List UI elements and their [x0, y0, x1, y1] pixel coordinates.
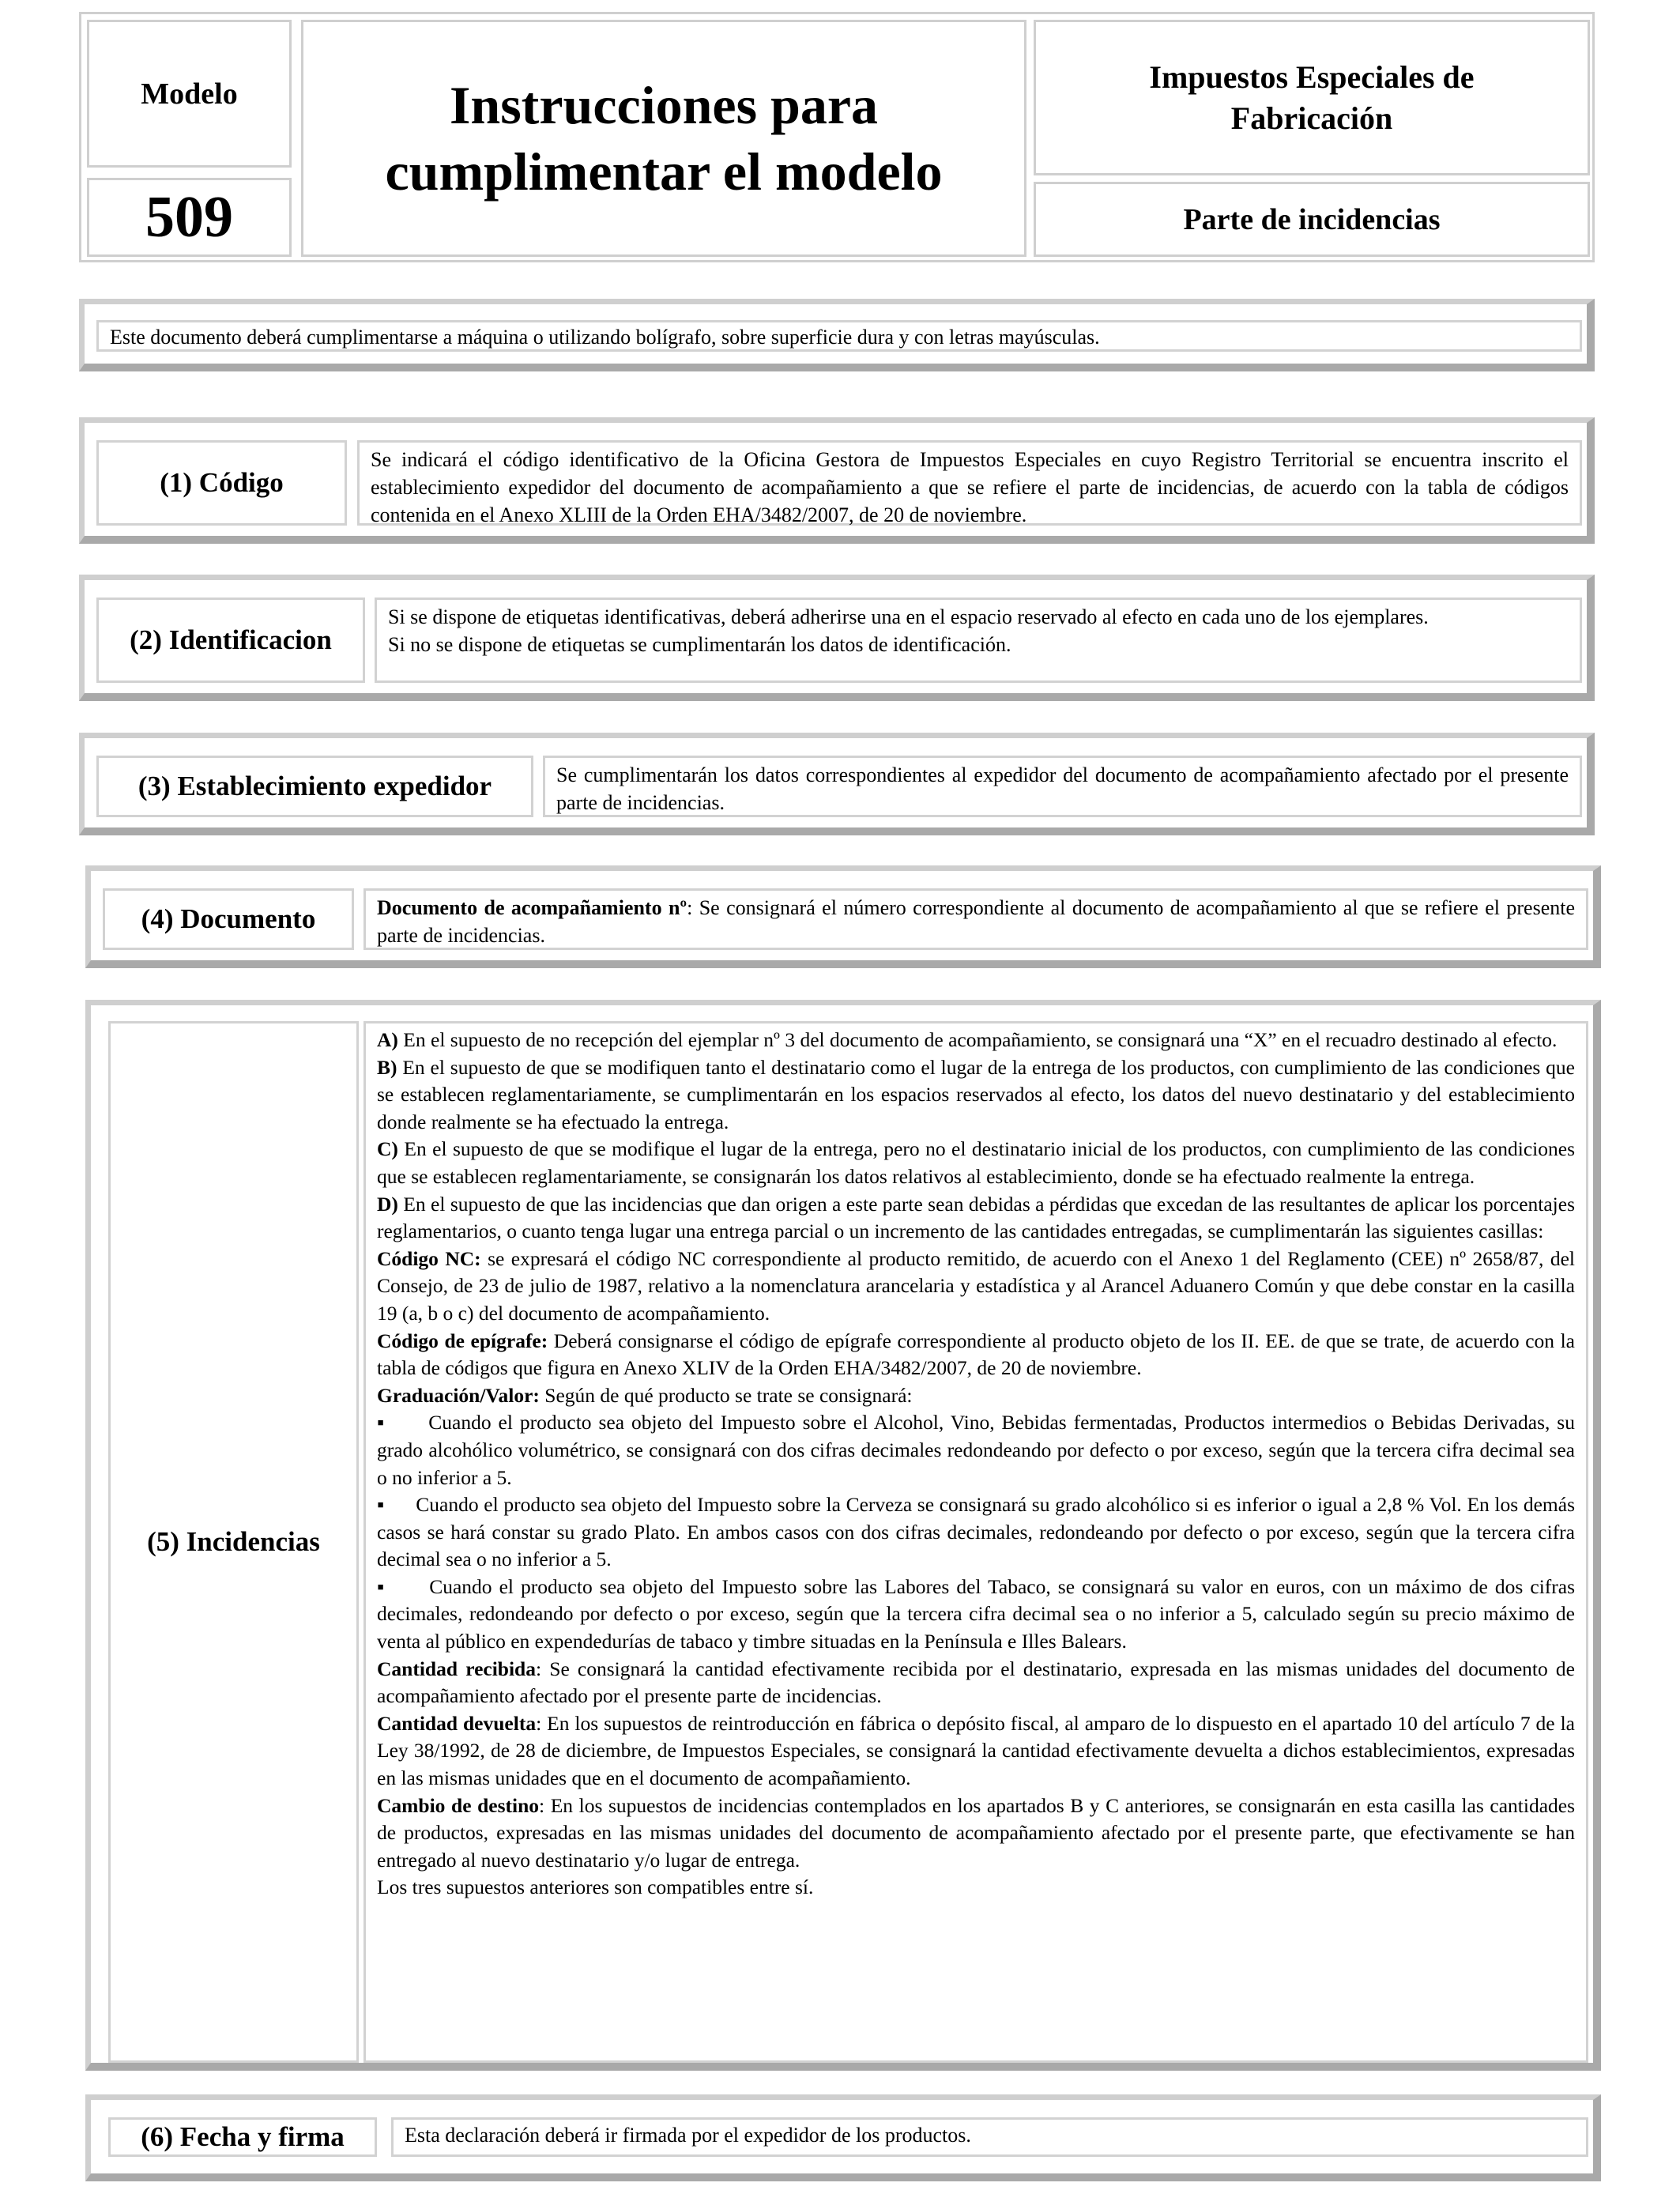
modelo-label-cell [87, 20, 292, 168]
tax-line-1: Impuestos Especiales de [1149, 58, 1475, 95]
codigo-nc [377, 1246, 1575, 1328]
cantidad-recibida-key: Cantidad recibida [377, 1657, 536, 1680]
establecimiento-text [543, 756, 1582, 817]
intro-text: Este documento deberá cumplimentarse a máquina o utilizando bolígrafo, sobre superficie dura y con letras mayúsculas. [96, 320, 1582, 352]
graduacion-text: Según de qué producto se trate se consignará: [539, 1383, 913, 1407]
codigo-nc-key: Código NC: [377, 1246, 481, 1270]
incidencias-final-note: Los tres supuestos anteriores son compatibles entre sí. [377, 1875, 814, 1899]
bullet-icon: ▪ [377, 1411, 386, 1434]
incidencia-a-text: En el supuesto de no recepción del ejemplar nº 3 del documento de acompañamiento, se consignará una “X” en el recuadro destinado al efecto. [397, 1028, 1558, 1051]
form-header [79, 12, 1595, 262]
section-fecha-firma [85, 2094, 1601, 2181]
page-title [385, 72, 942, 205]
identificacion-paragraph-2: Si no se dispone de etiquetas se cumplimentarán los datos de identificación. [388, 633, 1011, 656]
intro-box [79, 299, 1595, 371]
documento-paragraph: : Se consignará el número correspondiente al documento de acompañamiento al que se refiere el presente parte de incidencias. [377, 896, 1575, 947]
title-cell [301, 20, 1026, 257]
establecimiento-paragraph: Se cumplimentarán los datos correspondientes al expedidor del documento de acompañamiento afectado por el presente parte de incidencias. [556, 763, 1569, 814]
cantidad-devuelta-text: : En los supuestos de reintroducción en fábrica o depósito fiscal, al amparo de lo dispuesto en el apartado 10 del artículo 7 de la Ley 38/1992, de 28 de diciembre, de Impuestos Especiales, se consignará la cantidad efectivamente devuelta a dichos establecimientos, expresadas en las mismas unidades que en el documento de acompañamiento. [377, 1711, 1575, 1790]
section-identificacion [79, 575, 1595, 701]
cantidad-recibida-text: : Se consignará la cantidad efectivamente recibida por el destinatario, expresada en las mismas unidades del documento de acompañamiento afectado por el presente parte de incidencias. [377, 1657, 1575, 1708]
fecha-paragraph: Esta declaración deberá ir firmada por el expedidor de los productos. [405, 2124, 971, 2147]
codigo-epigrafe [377, 1328, 1575, 1382]
documento-text [363, 888, 1588, 950]
fecha-label: (6) Fecha y firma [108, 2117, 377, 2157]
incidencia-c [377, 1136, 1575, 1190]
title-line-2: cumplimentar el modelo [385, 141, 943, 202]
documento-bold: Documento de acompañamiento nº [377, 896, 687, 919]
incidencia-d [377, 1191, 1575, 1246]
identificacion-text [375, 598, 1582, 683]
title-line-1: Instrucciones para [449, 75, 879, 135]
cantidad-recibida [377, 1656, 1575, 1710]
identificacion-label: (2) Identificacion [96, 598, 365, 683]
bullet-alcohol-text: Cuando el producto sea objeto del Impuesto sobre el Alcohol, Vino, Bebidas fermentadas, Productos intermedios o Bebidas Derivadas, su grado alcohólico volumétrico, se consignará con dos cifras decimales redondeando por defecto o por exceso, según que la tercera cifra decimal sea o no inferior a 5. [377, 1411, 1575, 1489]
fecha-text [391, 2117, 1588, 2157]
cantidad-devuelta-key: Cantidad devuelta [377, 1711, 537, 1735]
incidencia-b-text: En el supuesto de que se modifiquen tanto el destinatario como el lugar de la entrega de los productos, con cumplimiento de las condiciones que se establecen reglamentariamente, se cumplimentarán en los espacios reservados al efecto, los datos del nuevo destinatario y del establecimiento donde realmente se ha efectuado la entrega. [377, 1055, 1575, 1133]
subtitle: Parte de incidencias [1183, 202, 1441, 236]
cambio-destino-key: Cambio de destino [377, 1793, 540, 1817]
bullet-tabaco-text: Cuando el producto sea objeto del Impuesto sobre las Labores del Tabaco, se consignará su valor en euros, con un máximo de dos cifras decimales, redondeando por defecto o por exceso, según que la tercera cifra decimal sea o no inferior a 5, calculado según su precio máximo de venta al público en expendedurías de tabaco y timbre situadas en la Península e Illes Balears. [377, 1574, 1576, 1653]
section-incidencias [85, 1000, 1601, 2071]
codigo-label: (1) Código [96, 440, 347, 526]
codigo-epigrafe-text: Deberá consignarse el código de epígrafe correspondiente al producto objeto de los II. EE. de que se trate, de acuerdo con la tabla de códigos que figura en Anexo XLIV de la Orden EHA/3482/2007, de 20 de noviembre. [377, 1329, 1575, 1380]
documento-label: (4) Documento [103, 888, 354, 950]
modelo-number: 509 [145, 184, 233, 250]
incidencia-b-key: B) [377, 1055, 397, 1079]
cambio-destino [377, 1793, 1575, 1875]
incidencias-text [363, 1021, 1588, 2063]
cantidad-devuelta [377, 1710, 1575, 1793]
modelo-number-cell [87, 178, 292, 257]
modelo-label: Modelo [141, 77, 238, 111]
graduacion-valor [377, 1382, 1575, 1410]
codigo-text [357, 440, 1582, 526]
tax-line-2: Fabricación [1230, 100, 1393, 136]
section-establecimiento [79, 733, 1595, 835]
incidencia-b [377, 1054, 1575, 1137]
graduacion-key: Graduación/Valor: [377, 1383, 540, 1407]
incidencia-c-key: C) [377, 1137, 398, 1161]
establecimiento-label: (3) Establecimiento expedidor [96, 756, 533, 817]
bullet-cerveza-text: Cuando el producto sea objeto del Impuesto sobre la Cerveza se consignará su grado alcohólico si es inferior o igual a 2,8 % Vol. En los demás casos se hará constar su grado Plato. En ambos casos con dos cifras decimales, redondeando por defecto o por exceso, según que la tercera cifra decimal sea o no inferior a 5. [377, 1493, 1575, 1571]
incidencia-d-text: En el supuesto de que las incidencias que dan origen a este parte sean debidas a pérdidas que excedan de las resultantes de aplicar los porcentajes reglamentarios, o cuanto tenga lugar una entrega parcial o un incremento de las cantidades entregadas, se cumplimentarán las siguientes casillas: [377, 1192, 1575, 1243]
codigo-epigrafe-key: Código de epígrafe: [377, 1329, 548, 1352]
incidencia-d-key: D) [377, 1192, 398, 1216]
bullet-icon: ▪ [377, 1493, 385, 1517]
section-codigo [79, 417, 1595, 544]
identificacion-paragraph-1: Si se dispone de etiquetas identificativas, deberá adherirse una en el espacio reservado al efecto en cada uno de los ejemplares. [388, 605, 1429, 628]
incidencia-a-key: A) [377, 1028, 398, 1051]
bullet-item-cerveza [377, 1491, 1575, 1574]
codigo-paragraph: Se indicará el código identificativo de la Oficina Gestora de Impuestos Especiales en cuyo Registro Territorial se encuentra inscrito el establecimiento expedidor del documento de acompañamiento a que se refiere el parte de incidencias, de acuerdo con la tabla de códigos contenida en el Anexo XLIII de la Orden EHA/3482/2007, de 20 de noviembre. [371, 448, 1569, 526]
incidencia-a [377, 1027, 1575, 1054]
section-documento [85, 865, 1601, 968]
tax-title [1149, 57, 1474, 139]
codigo-nc-text: se expresará el código NC correspondiente al producto remitido, de acuerdo con el Anexo 1 del Reglamento (CEE) nº 2658/87, del Consejo, de 23 de julio de 1987, relativo a la nomenclatura arancelaria y estadística y al Arancel Aduanero Común y que debe constar en la casilla 19 (a, b o c) del documento de acompañamiento. [377, 1246, 1575, 1325]
bullet-item-alcohol [377, 1409, 1575, 1491]
incidencia-c-text: En el supuesto de que se modifique el lugar de la entrega, pero no el destinatario inicial de los productos, con cumplimiento de las condiciones que se establecen reglamentariamente, se consignarán los datos relativos al establecimiento, donde se ha efectuado realmente la entrega. [377, 1137, 1575, 1188]
bullet-icon: ▪ [377, 1574, 386, 1598]
incidencias-label: (5) Incidencias [108, 1021, 359, 2063]
cambio-destino-text: : En los supuestos de incidencias contemplados en los apartados B y C anteriores, se consignarán en esta casilla las cantidades de productos, expresadas en las mismas unidades del documento de acompañamiento afectado por el presente parte, que efectivamente se han entregado al nuevo destinatario y/o lugar de entrega. [377, 1793, 1576, 1872]
subtitle-cell [1034, 182, 1590, 257]
bullet-item-tabaco [377, 1574, 1575, 1656]
tax-cell [1034, 20, 1590, 175]
